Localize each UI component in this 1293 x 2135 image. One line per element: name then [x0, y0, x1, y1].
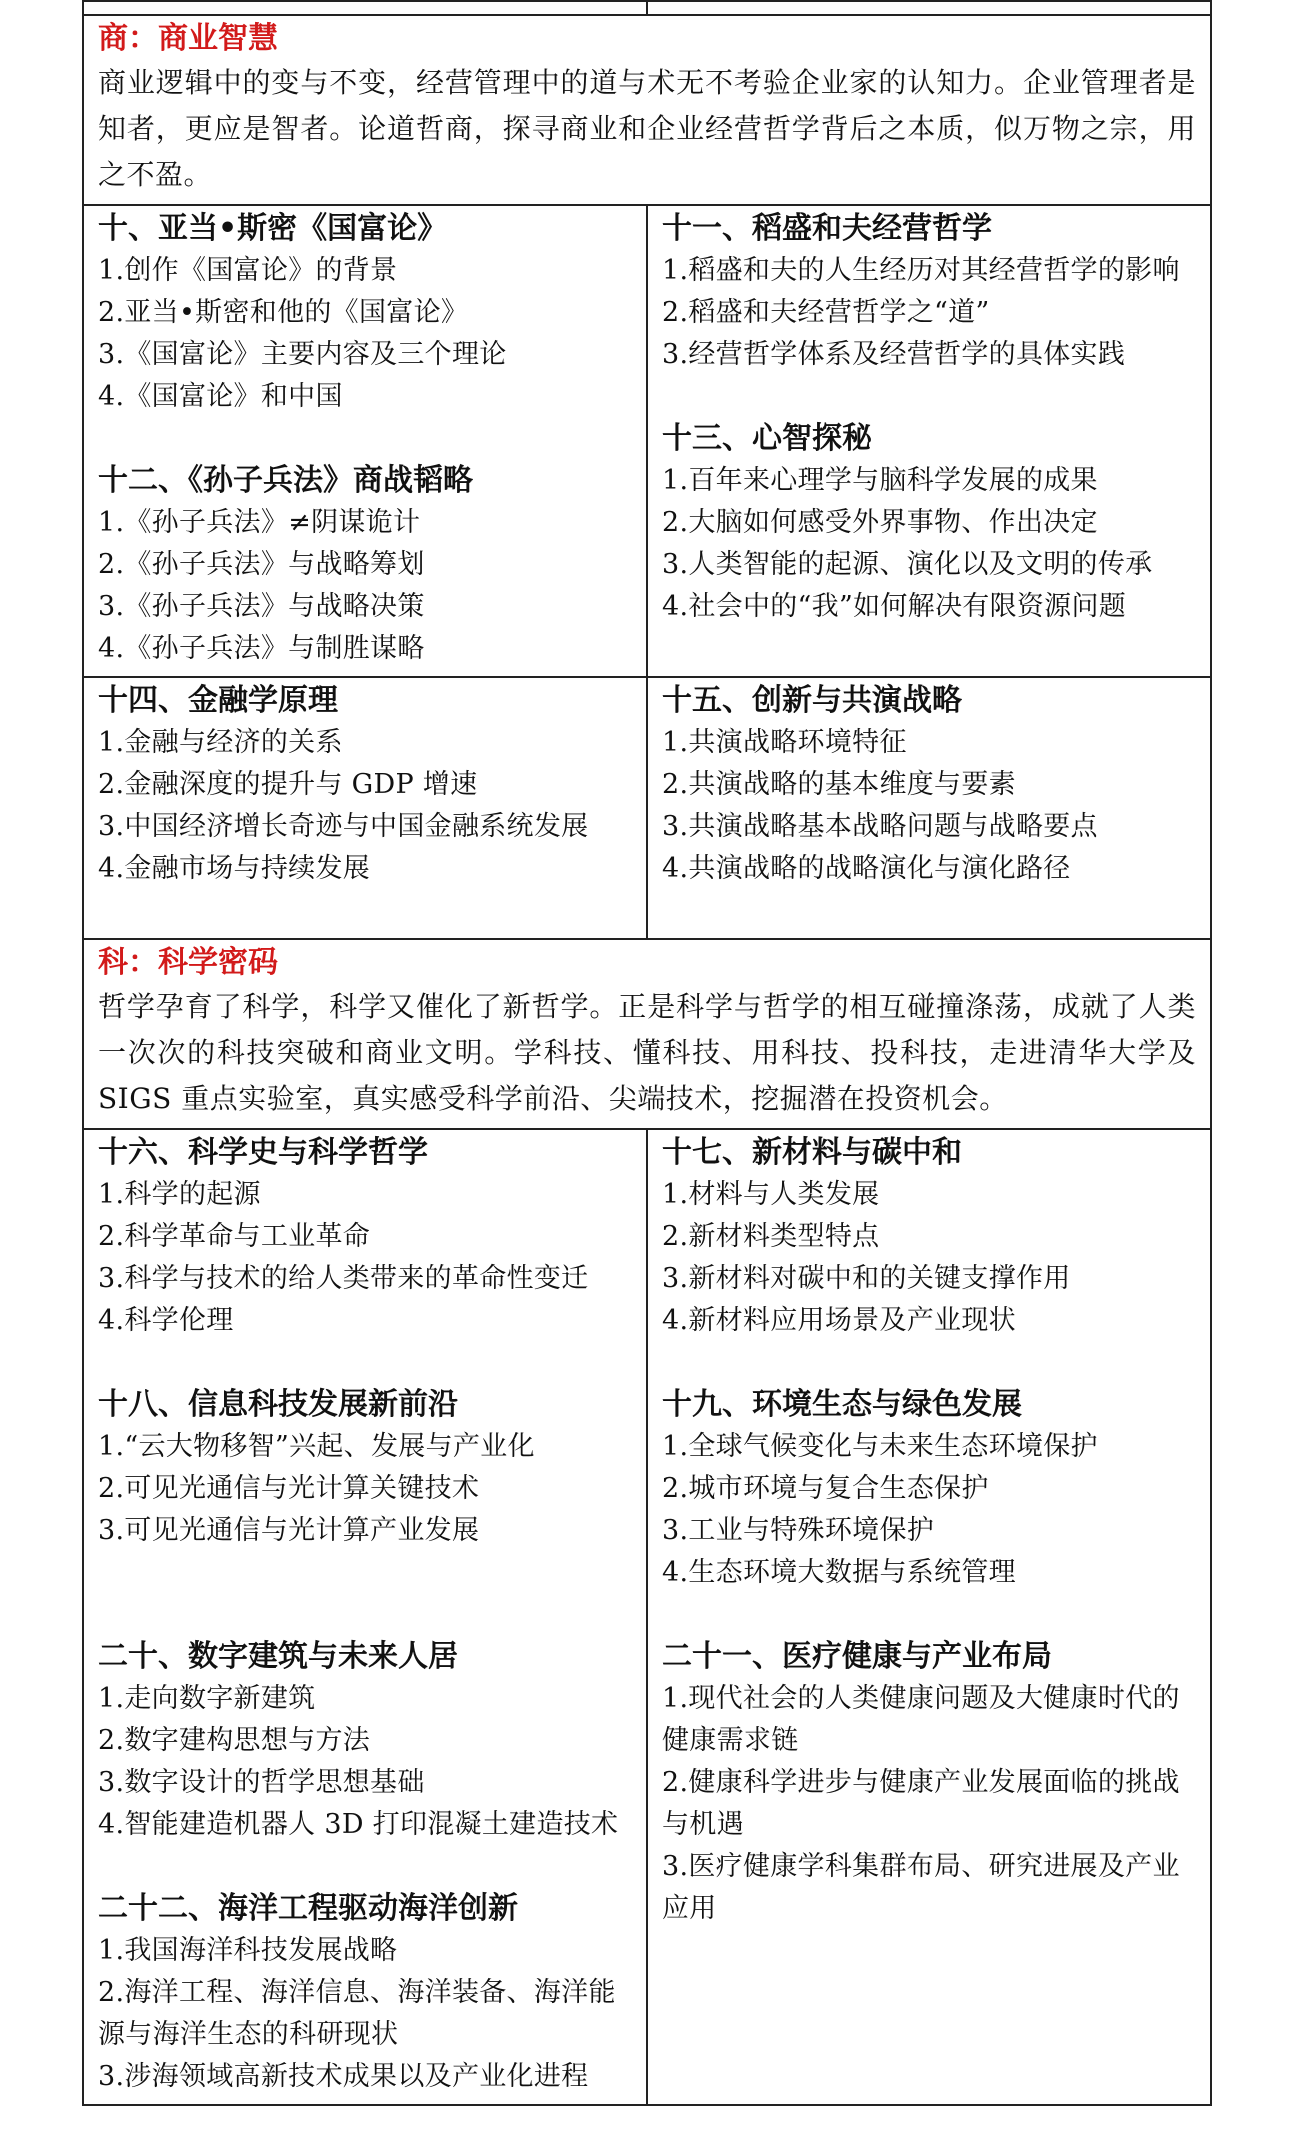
module-cell-10-12 [83, 205, 647, 677]
course-table [82, 0, 1212, 2106]
module-14-title: 十四、金融学原理 [98, 683, 338, 718]
module-15-item: 3.共演战略基本战略问题与战略要点 [662, 811, 1098, 842]
module-18-title: 十八、信息科技发展新前沿 [98, 1387, 458, 1422]
module-12-item: 4.《孙子兵法》与制胜谋略 [98, 633, 425, 664]
top-cell-left [83, 1, 647, 15]
module-16-item: 2.科学革命与工业革命 [98, 1221, 371, 1252]
module-19-item: 4.生态环境大数据与系统管理 [662, 1557, 1016, 1588]
module-13-item: 2.大脑如何感受外界事物、作出决定 [662, 507, 1098, 538]
module-20-item: 2.数字建构思想与方法 [98, 1725, 371, 1756]
module-20-item: 4.智能建造机器人 3D 打印混凝土建造技术 [98, 1809, 619, 1840]
module-14-item: 4.金融市场与持续发展 [98, 853, 371, 884]
module-14-item: 2.金融深度的提升与 GDP 增速 [98, 769, 478, 800]
module-12-item: 1.《孙子兵法》≠阴谋诡计 [98, 507, 421, 538]
spacer [98, 1552, 632, 1636]
spacer [98, 418, 632, 460]
module-22-item: 1.我国海洋科技发展战略 [98, 1935, 398, 1966]
module-18-item: 2.可见光通信与光计算关键技术 [98, 1473, 480, 1504]
module-17-title: 十七、新材料与碳中和 [662, 1135, 962, 1170]
module-12-item: 2.《孙子兵法》与战略筹划 [98, 549, 425, 580]
module-21-item: 2.健康科学进步与健康产业发展面临的挑战与机遇 [662, 1767, 1180, 1840]
spacer [662, 1594, 1196, 1636]
module-21-title: 二十一、医疗健康与产业布局 [662, 1639, 1052, 1674]
module-11-item: 1.稻盛和夫的人生经历对其经营哲学的影响 [662, 255, 1180, 286]
shang-section [83, 15, 1211, 205]
module-11-item: 2.稻盛和夫经营哲学之“道” [662, 297, 990, 328]
module-16-item: 4.科学伦理 [98, 1305, 234, 1336]
module-20-item: 1.走向数字新建筑 [98, 1683, 316, 1714]
module-10-item: 3.《国富论》主要内容及三个理论 [98, 339, 507, 370]
module-12-title: 十二、《孙子兵法》商战韬略 [98, 463, 473, 498]
module-11-title: 十一、稻盛和夫经营哲学 [662, 211, 992, 246]
module-11-item: 3.经营哲学体系及经营哲学的具体实践 [662, 339, 1126, 370]
spacer [98, 1342, 632, 1384]
module-cell-17-21 [647, 1129, 1211, 2105]
module-10-title: 十、亚当•斯密《国富论》 [98, 211, 448, 246]
module-22-item: 3.涉海领域高新技术成果以及产业化进程 [98, 2061, 589, 2092]
module-10-item: 4.《国富论》和中国 [98, 381, 343, 412]
module-row-16-22 [83, 1129, 1211, 2105]
module-15-item: 2.共演战略的基本维度与要素 [662, 769, 1016, 800]
module-cell-16-22 [83, 1129, 647, 2105]
ke-intro: 哲学孕育了科学，科学又催化了新哲学。正是科学与哲学的相互碰撞涤荡，成就了人类一次次的科技突破和商业文明。学科技、懂科技、用科技、投科技，走进清华大学及 SIGS 重点实验室，真实感受科学前沿、尖端技术，挖掘潜在投资机会。 [98, 990, 1196, 1115]
module-16-item: 3.科学与技术的给人类带来的革命性变迁 [98, 1263, 589, 1294]
module-10-item: 2.亚当•斯密和他的《国富论》 [98, 297, 469, 328]
module-20-title: 二十、数字建筑与未来人居 [98, 1639, 458, 1674]
module-16-title: 十六、科学史与科学哲学 [98, 1135, 428, 1170]
module-13-item: 4.社会中的“我”如何解决有限资源问题 [662, 591, 1127, 622]
top-cell-right [647, 1, 1211, 15]
table-top-row [83, 1, 1211, 15]
spacer [98, 890, 632, 932]
module-19-item: 2.城市环境与复合生态保护 [662, 1473, 989, 1504]
module-cell-15 [647, 677, 1211, 939]
module-21-item: 1.现代社会的人类健康问题及大健康时代的健康需求链 [662, 1683, 1180, 1756]
module-15-title: 十五、创新与共演战略 [662, 683, 962, 718]
module-cell-11-13 [647, 205, 1211, 677]
module-18-item: 1.“云大物移智”兴起、发展与产业化 [98, 1431, 535, 1462]
module-19-title: 十九、环境生态与绿色发展 [662, 1387, 1022, 1422]
module-20-item: 3.数字设计的哲学思想基础 [98, 1767, 425, 1798]
module-17-item: 2.新材料类型特点 [662, 1221, 880, 1252]
module-17-item: 4.新材料应用场景及产业现状 [662, 1305, 1016, 1336]
module-cell-14 [83, 677, 647, 939]
module-14-item: 1.金融与经济的关系 [98, 727, 343, 758]
spacer [98, 1846, 632, 1888]
module-row-14-15 [83, 677, 1211, 939]
module-19-item: 1.全球气候变化与未来生态环境保护 [662, 1431, 1098, 1462]
module-13-title: 十三、心智探秘 [662, 421, 872, 456]
module-12-item: 3.《孙子兵法》与战略决策 [98, 591, 425, 622]
module-17-item: 1.材料与人类发展 [662, 1179, 880, 1210]
module-18-item: 3.可见光通信与光计算产业发展 [98, 1515, 480, 1546]
shang-intro: 商业逻辑中的变与不变，经营管理中的道与术无不考验企业家的认知力。企业管理者是知者，更应是智者。论道哲商，探寻商业和企业经营哲学背后之本质，似万物之宗，用之不盈。 [98, 66, 1196, 191]
ke-heading: 科：科学密码 [98, 945, 278, 980]
module-14-item: 3.中国经济增长奇迹与中国金融系统发展 [98, 811, 589, 842]
module-15-item: 4.共演战略的战略演化与演化路径 [662, 853, 1071, 884]
ke-section [83, 939, 1211, 1129]
module-19-item: 3.工业与特殊环境保护 [662, 1515, 935, 1546]
module-21-item: 3.医疗健康学科集群布局、研究进展及产业应用 [662, 1851, 1180, 1924]
module-15-item: 1.共演战略环境特征 [662, 727, 907, 758]
shang-heading: 商：商业智慧 [98, 21, 278, 56]
module-10-item: 1.创作《国富论》的背景 [98, 255, 398, 286]
module-22-title: 二十二、海洋工程驱动海洋创新 [98, 1891, 518, 1926]
module-17-item: 3.新材料对碳中和的关键支撑作用 [662, 1263, 1071, 1294]
spacer [662, 376, 1196, 418]
module-13-item: 1.百年来心理学与脑科学发展的成果 [662, 465, 1098, 496]
module-22-item: 2.海洋工程、海洋信息、海洋装备、海洋能源与海洋生态的科研现状 [98, 1977, 616, 2050]
shang-section-row [83, 15, 1211, 205]
module-row-10-13 [83, 205, 1211, 677]
ke-section-row [83, 939, 1211, 1129]
module-13-item: 3.人类智能的起源、演化以及文明的传承 [662, 549, 1153, 580]
spacer [662, 1342, 1196, 1384]
module-16-item: 1.科学的起源 [98, 1179, 261, 1210]
